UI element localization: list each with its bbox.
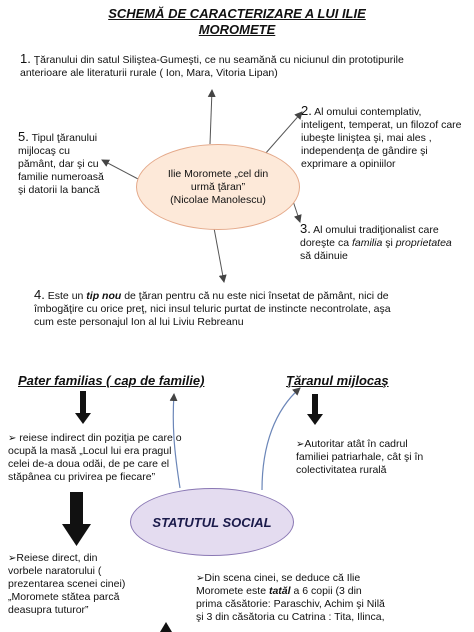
item-5-line-1: Tipul ţăranului	[28, 132, 98, 144]
scena-cinei-note	[196, 572, 474, 624]
item-3	[300, 222, 472, 263]
pater-familias-header: Pater familias ( cap de familie)	[18, 373, 205, 388]
item-3-line-3: să dăinuie	[300, 250, 348, 262]
b3-line-1: Reiese direct, din	[16, 552, 98, 564]
b1-line-4: stăpânea cu privirea pe fiecare”	[8, 471, 156, 483]
taranul-mijlocas-header: Ţăranul mijlocaş	[286, 373, 389, 388]
b4-line-1: Din scena cinei, se deduce că Ilie	[204, 572, 361, 584]
item-2-line-4: independenţa de gândire şi	[301, 145, 428, 157]
page-title-line-1: SCHEMĂ DE CARACTERIZARE A LUI ILIE	[108, 6, 366, 21]
bullet-icon: ➢	[8, 553, 17, 564]
character-ellipse	[136, 144, 300, 230]
down-arrow-3	[307, 394, 323, 425]
page-title-line-2: MOROMETE	[198, 22, 276, 37]
b4-line-2c: a 6 copii (3 din	[290, 585, 362, 597]
b3-line-3: prezentarea scenei cinei)	[8, 578, 126, 590]
b4-tatal: tatăl	[268, 585, 291, 597]
b2-line-2: familiei patriarhale, cât şi în	[296, 451, 424, 463]
item-2-line-1: Al omului contemplativ,	[311, 106, 422, 118]
bullet-icon: ➢	[196, 573, 205, 584]
reiese-direct-note	[8, 552, 168, 617]
item-3-line-2a: doreşte ca	[300, 237, 352, 249]
item-2-line-2: inteligent, temperat, un filozof care	[301, 119, 462, 131]
item-4-line-2: îmbogăţire cu orice preţ, nici insul teluric purtat de instincte necontrolate, aşa	[34, 303, 391, 315]
b3-line-5: deasupra tuturor”	[8, 604, 89, 616]
item-4-line-1a: Este un	[44, 290, 87, 302]
item-5-line-3: pământ, dar şi cu	[18, 158, 99, 170]
item-2	[301, 104, 473, 171]
b4-line-2a: Moromete este	[196, 585, 269, 597]
partial-arrow-bottom	[160, 622, 172, 632]
item-2-number: 2.	[301, 103, 312, 118]
item-3-familia: familia	[351, 237, 383, 249]
item-5-line-5: şi datorii la bancă	[18, 184, 100, 196]
b1-line-2: ocupă la masă „Locul lui era pragul	[8, 445, 172, 457]
bullet-icon: ➢	[8, 433, 17, 444]
character-name-line-3: (Nicolae Manolescu)	[170, 193, 266, 206]
b2-line-1: Autoritar atât în cadrul	[304, 438, 408, 450]
item-2-line-3: iubeşte liniştea şi, mai ales ,	[301, 132, 432, 144]
item-4-line-3: cum este personajul Ion al lui Liviu Rebreanu	[34, 316, 244, 328]
item-3-number: 3.	[300, 221, 311, 236]
item-3-line-1: Al omului tradiţionalist care	[310, 224, 439, 236]
b2-line-3: colectivitatea rurală	[296, 464, 387, 476]
item-4	[34, 288, 470, 329]
down-arrow-2	[62, 492, 91, 546]
b4-line-4: şi 3 din căsătoria cu Catrina : Tita, Ilinca,	[196, 611, 385, 623]
arrow-to-item-1	[210, 90, 212, 144]
item-4-line-1c: de ţăran pentru că nu este nici însetat de pământ, nici de	[121, 290, 389, 302]
item-5-number: 5.	[18, 129, 29, 144]
item-4-tip-nou: tip nou	[86, 290, 122, 302]
curve-to-taranul-mijlocas	[262, 388, 300, 490]
taranul-mijlocas-note	[296, 438, 472, 477]
arrow-to-item-4	[214, 228, 224, 282]
item-1	[20, 52, 460, 80]
b3-line-2: vorbele naratorului (	[8, 565, 102, 577]
item-3-line-2c: şi	[382, 237, 396, 249]
arrow-to-item-2	[265, 112, 302, 154]
b1-line-3: celei de-a doua odăi, de pe care el	[8, 458, 170, 470]
bullet-icon: ➢	[296, 439, 305, 450]
item-3-proprietatea: proprietatea	[395, 237, 452, 249]
character-name-line-1: Ilie Moromete „cel din	[167, 167, 269, 180]
item-5-line-4: familie numeroasă	[18, 171, 104, 183]
statutul-social-ellipse	[130, 488, 294, 556]
b4-line-3: prima căsătorie: Paraschiv, Achim şi Nilă	[196, 598, 385, 610]
b1-line-1: reiese indirect din poziţia pe care o	[16, 432, 182, 444]
item-5	[18, 130, 138, 197]
item-2-line-5: exprimare a opiniilor	[301, 158, 396, 170]
pater-familias-note	[8, 432, 208, 484]
item-4-number: 4.	[34, 287, 45, 302]
b3-line-4: „Moromete stătea parcă	[8, 591, 120, 603]
item-1-number: 1.	[20, 51, 31, 66]
item-1-line-1: Ţăranului din satul Siliştea-Gumeşti, ce nu seamănă cu niciunul din prototipurile	[30, 54, 404, 66]
statutul-social-label: STATUTUL SOCIAL	[152, 514, 272, 530]
character-name-line-2: urmă ţăran”	[190, 180, 246, 193]
down-arrow-1	[75, 391, 91, 424]
item-5-line-2: mijlocaş cu	[18, 145, 70, 157]
item-1-line-2: anterioare ale literaturii rurale ( Ion, Mara, Vitoria Lipan)	[20, 67, 278, 79]
